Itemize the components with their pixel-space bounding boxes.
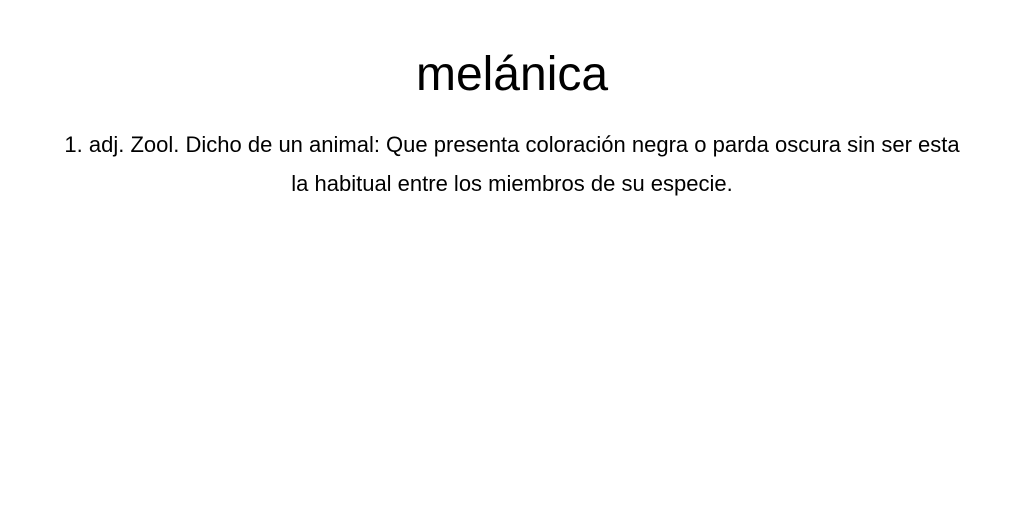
sense-number: 1. <box>64 132 83 157</box>
grammar-label: adj. <box>88 132 125 157</box>
field-label: Zool. <box>130 132 180 157</box>
definition-text: Dicho de un animal: Que presenta coloración negra o parda oscura sin ser esta la habitual entre los miembros de su especie. <box>185 132 960 196</box>
entry-headword: melánica <box>415 48 609 101</box>
entry-definition <box>56 126 968 203</box>
